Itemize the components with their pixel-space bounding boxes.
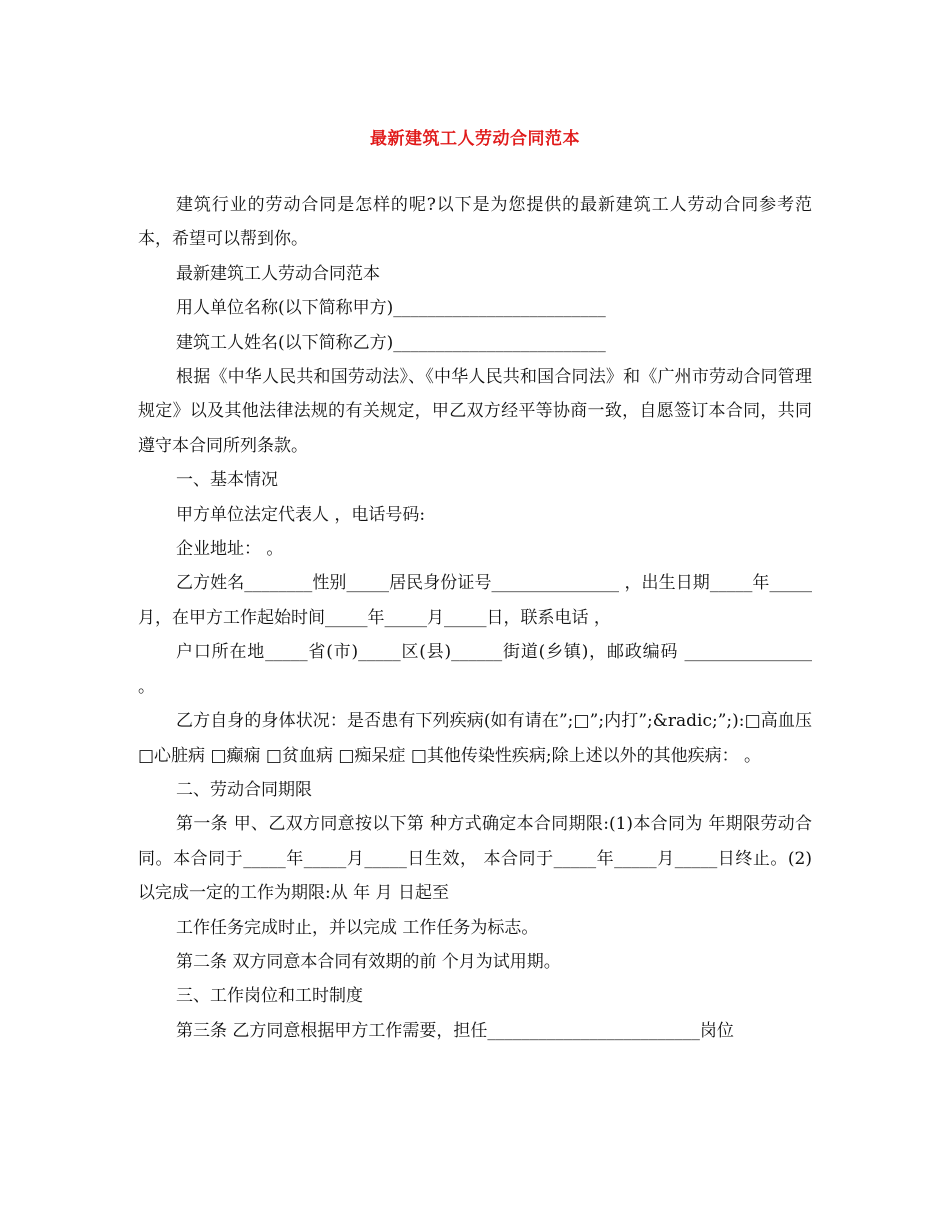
section-heading-contract-term: 二、劳动合同期限 [176,779,312,800]
health-status-paragraph: 乙方自身的身体状况：是否患有下列疾病(如有请在”;□”;内打”;&radic;”;):□高血压 □心脏病 □癫痫 □贫血病 □痴呆症 □其他传染性疾病;除上述以外的其他疾病： 。 [138,711,812,766]
document-title: 最新建筑工人劳动合同范本 [370,129,580,149]
document-body [138,188,812,1048]
company-address-line: 企业地址： 。 [176,539,284,560]
section-heading-job-and-hours: 三、工作岗位和工时制度 [176,986,363,1007]
legal-representative-line: 甲方单位法定代表人 ，电话号码: [176,504,426,525]
subtitle-paragraph: 最新建筑工人劳动合同范本 [176,263,380,284]
article-three-line: 第三条 乙方同意根据甲方工作需要，担任_________________________岗位 [176,1020,734,1041]
article-one-paragraph: 第一条 甲、乙双方同意按以下第 种方式确定本合同期限:(1)本合同为 年期限劳动合同。本合同于_____年_____月_____日生效， 本合同于_____年_____月_____日终止。(2)以完成一定的工作为期限:从 年 月 日起至 [138,814,812,904]
legal-basis-paragraph: 根据《中华人民共和国劳动法》、《中华人民共和国合同法》和《广州市劳动合同管理规定》以及其他法律法规的有关规定，甲乙双方经平等协商一致，自愿签订本合同，共同遵守本合同所列条款。 [138,367,812,456]
worker-name-line: 建筑工人姓名(以下简称乙方)_________________________ [176,332,606,353]
article-two-line: 第二条 双方同意本合同有效期的前 个月为试用期。 [176,951,561,972]
task-completion-line: 工作任务完成时止，并以完成 工作任务为标志。 [176,917,539,938]
section-heading-basic-info: 一、基本情况 [176,470,278,491]
intro-paragraph: 建筑行业的劳动合同是怎样的呢?以下是为您提供的最新建筑工人劳动合同参考范本，希望可以帮到你。 [138,195,812,250]
household-registration-paragraph: 户口所在地_____省(市)_____区(县)______街道(乡镇)，邮政编码 _______________ 。 [138,642,812,697]
employer-name-line: 用人单位名称(以下简称甲方)_________________________ [176,298,606,319]
worker-info-paragraph: 乙方姓名________性别_____居民身份证号_______________ ，出生日期_____年_____月，在甲方工作起始时间_____年_____月_____日，联系电话 ， [138,573,812,628]
